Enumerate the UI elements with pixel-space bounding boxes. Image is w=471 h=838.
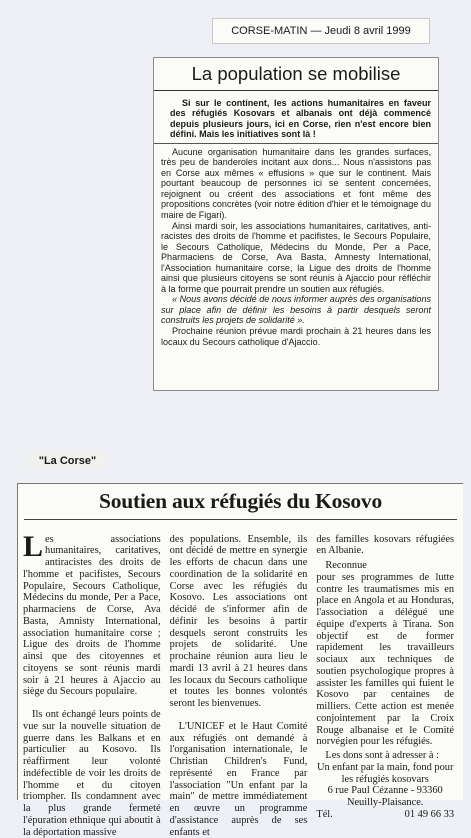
- article2-column-2: [170, 534, 308, 838]
- article1-divider: [154, 143, 438, 144]
- article1-headline: La population se mobilise: [154, 58, 438, 91]
- article2-col1-paragraph-2: Ils ont échangé leurs points de vue sur la nouvelle situation de guerre dans les Balkans et en particulier au Kosovo. Ils réaffirment leur volonté indéfectible de voir les droits de l'homme et du citoyen triompher. Ils condamnent avec la plus grande fermeté l'épuration ethnique qui aboutit à la déportation massive: [23, 709, 161, 838]
- newspaper-masthead: [212, 18, 430, 44]
- article2-col2-paragraph-2: L'UNICEF et le Haut Comité aux réfugiés ont demandé à l'organisation internationale, le Christian Children's Fund, représenté en France par l'association "Un enfant par la main" de mettre immédiatement en œuvre un programme d'assistance auprès de ses enfants et: [169, 720, 308, 838]
- article-soutien-refugies: [17, 483, 463, 838]
- article2-col1-paragraph-1: [23, 529, 161, 699]
- article2-headline: Soutien aux réfugiés du Kosovo: [98, 489, 383, 513]
- article2-col1-text-1: es associations humanitaires, caritatives, antiracistes des droits de l'homme et pacifistes, Secours Populaire, Secours Catholique, Médecins du monde, Per a Pace, pharmaciens de Corse, Ava Basta, Amnisty International, association humanitaire corse ; Ligue des droits de l'homme ainsi que des citoyennes et citoyens se sont réunis mardi soir à 21 heures à Ajaccio au siège du Secours populaire.: [23, 533, 161, 698]
- article2-divider: [24, 519, 457, 520]
- article-population-mobilise: [153, 57, 439, 391]
- article1-lead: Si sur le continent, les actions humanitaires en faveur des réfugiés Kosovars et albanais ont déjà commencé depuis plusieurs jours, ici en Corse, rien n'est encore bien défini. Mais les initiatives sont là !: [170, 97, 431, 140]
- source-label: [29, 452, 106, 469]
- donation-street: 6 rue Paul Cézanne - 93360 Neuilly-Plaisance.: [327, 785, 443, 809]
- article2-columns: [18, 529, 463, 838]
- article2-col3-paragraph-2-text: pour ses programmes de lutte contre les traumatismes mis en place en Angola et au Honduras, l'association a délégué une équipe d'experts à Tirana. Son objectif est de former rapidement les travailleurs sociaux aux techniques de soutien psychologique propres à assister les familles qui fuient le Kosovo par centaines de milliers. Cette action est menée conjointement par la Croix Rouge albanaise et le Comité norvégien pour les réfugiés.: [316, 571, 455, 748]
- article2-column-1: [23, 529, 161, 838]
- article1-closing: Prochaine réunion prévue mardi prochain à 21 heures dans les locaux du Secours catholique d'Ajaccio.: [161, 325, 431, 347]
- article1-body: [161, 98, 431, 348]
- drop-cap: L: [23, 529, 44, 563]
- donation-phone: 01 49 66 33: [404, 808, 455, 820]
- article1-quote: « Nous avons décidé de nous informer auprès des organisations sur place afin de définir les besoins à partir desquels seront construits les projets de solidarité ».: [161, 294, 431, 326]
- masthead-text: CORSE-MATIN — Jeudi 8 avril 1999: [231, 25, 411, 37]
- article2-col3-paragraph-2-head: Reconnue: [325, 560, 367, 572]
- donation-phone-label: Tél.: [316, 808, 333, 820]
- article1-paragraph-2: Ainsi mardi soir, les associations humanitaires, caritatives, anti-racistes des droits de l'homme et pacifistes, le Secours Populaire, le Secours Catholique, Médecins du Monde, Per a Pace, Pharmaciens de Corse, Ava Basta, Amnesty International, l'Association humanitaire corse, la Ligue des droits de l'homme ainsi que plusieurs citoyens se sont réunis à Ajaccio pour réfléchir à la forme que pourrait prendre un soutien aux réfugiés.: [161, 220, 431, 294]
- article2-column-3: [316, 534, 454, 838]
- donation-phone-row: [316, 809, 454, 821]
- article2-col3-paragraph-1: des familles kosovars réfugiées en Albanie.: [316, 533, 455, 557]
- article2-col2-paragraph-1: des populations. Ensemble, ils ont décidé de mettre en synergie les efforts de chacun dans une coordination de la solidarité en Corse avec les réfugiés du Kosovo. Les associations ont décidé de s'informer afin de définir les besoins à partir desquels seront construits les projets de solidarité. Une prochaine réunion aura lieu le mardi 13 avril à 21 heures dans les locaux du Secours catholique et toutes les bonnes volontés seront les bienvenues.: [169, 533, 308, 710]
- donation-address-intro: Les dons sont à adresser à :: [325, 750, 440, 762]
- donation-address: [316, 762, 454, 821]
- source-label-text: "La Corse": [38, 454, 97, 467]
- donation-recipient: Un enfant par la main, fond pour les réfugiés kosovars: [316, 761, 454, 785]
- article1-paragraph-1: Aucune organisation humanitaire dans les grandes surfaces, très peu de banderoles incitant aux dons... Nous n'assistons pas en Corse aux mêmes « effusions » que sur le continent. Mais pourtant beaucoup de personnes ici se sentent concernées, rejoignent ou créent des associations et font même des propositions concrètes (voir notre édition d'hier et le témoignage du maire de Figari).: [161, 146, 431, 220]
- article2-col3-paragraph-2: [316, 560, 454, 748]
